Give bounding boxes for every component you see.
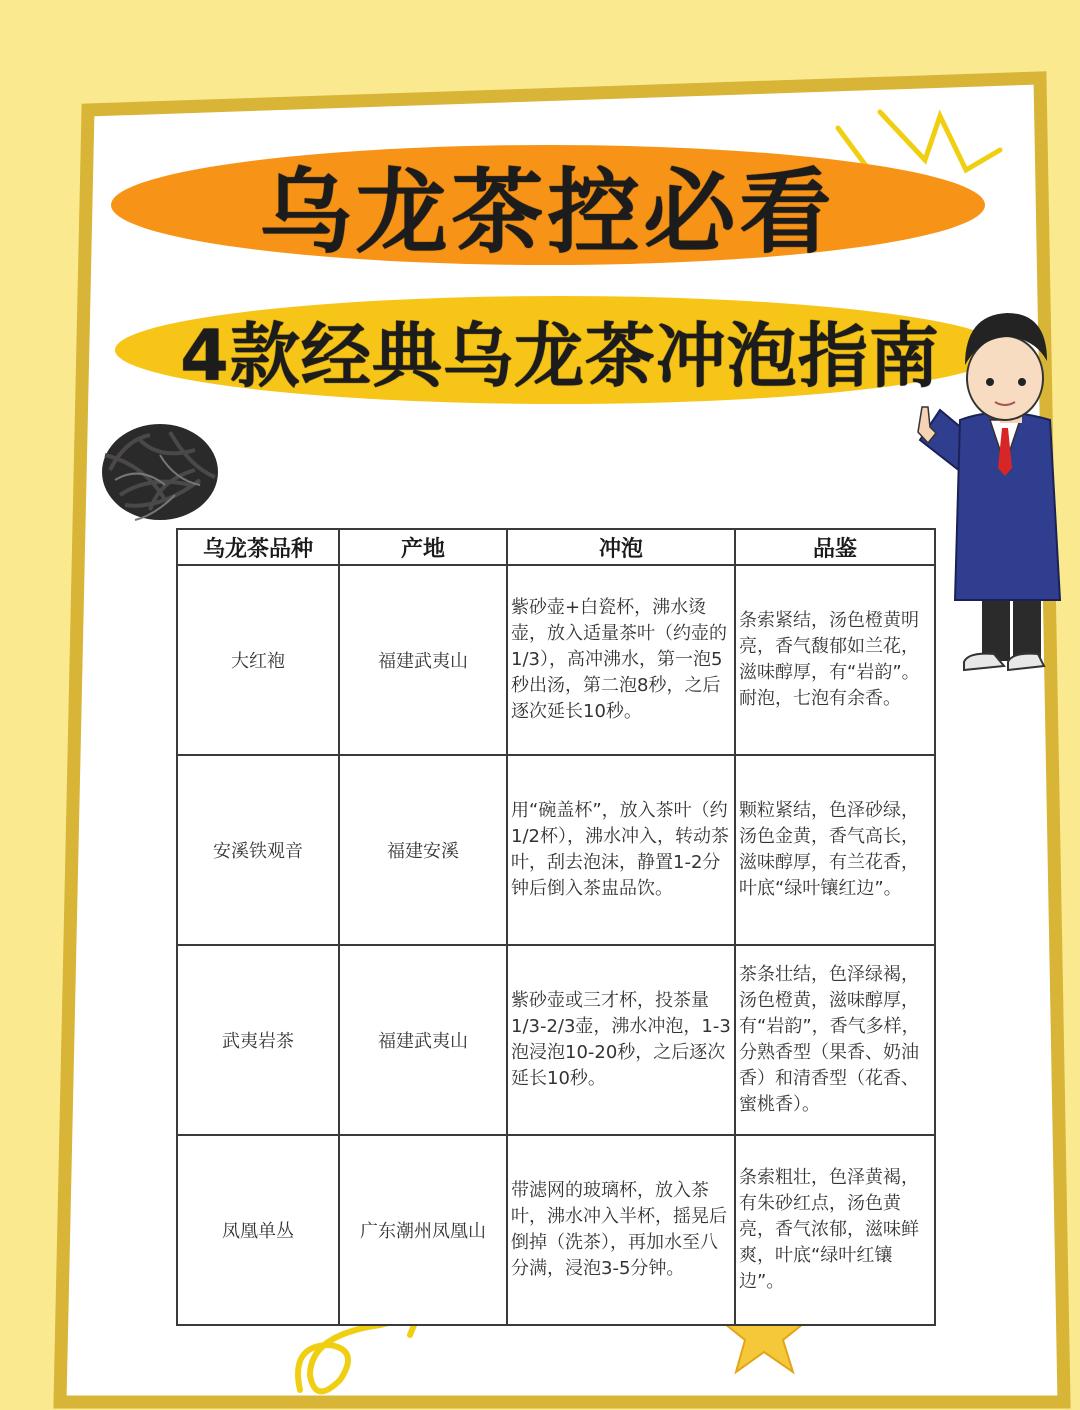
header-variety: 乌龙茶品种 (177, 529, 339, 565)
header-brewing: 冲泡 (507, 529, 735, 565)
brewing-cell: 紫砂壶+白瓷杯，沸水烫壶，放入适量茶叶（约壶的1/3），高冲沸水，第一泡5秒出汤，第二泡8秒，之后逐次延长10秒。 (507, 565, 735, 755)
tea-name-cell: 凤凰单丛 (177, 1135, 339, 1325)
brewing-cell: 带滤网的玻璃杯，放入茶叶，沸水冲入半杯，摇晃后倒掉（洗茶），再加水至八分满，浸泡3-5分钟。 (507, 1135, 735, 1325)
origin-cell: 广东潮州凤凰山 (339, 1135, 507, 1325)
table-row (177, 1135, 935, 1325)
table-row (177, 755, 935, 945)
header-origin: 产地 (339, 529, 507, 565)
page-subtitle: 4款经典乌龙茶冲泡指南 (180, 314, 940, 397)
tea-leaves-icon (102, 424, 218, 520)
tasting-cell: 条索粗壮，色泽黄褐，有朱砂红点，汤色黄亮，香气浓郁，滋味鲜爽，叶底“绿叶红镶边”。 (735, 1135, 935, 1325)
header-tasting: 品鉴 (735, 529, 935, 565)
tea-guide-table (176, 528, 936, 1326)
brewing-cell: 紫砂壶或三才杯，投茶量1/3-2/3壶，沸水冲泡，1-3泡浸泡10-20秒，之后逐次延长10秒。 (507, 945, 735, 1135)
table-row (177, 945, 935, 1135)
tasting-cell: 茶条壮结，色泽绿褐，汤色橙黄，滋味醇厚，有“岩韵”，香气多样，分熟香型（果香、奶油香）和清香型（花香、蜜桃香）。 (735, 945, 935, 1135)
tea-name-cell: 武夷岩茶 (177, 945, 339, 1135)
origin-cell: 福建安溪 (339, 755, 507, 945)
table-row (177, 565, 935, 755)
tasting-cell: 颗粒紧结，色泽砂绿，汤色金黄，香气高长，滋味醇厚，有兰花香，叶底“绿叶镶红边”。 (735, 755, 935, 945)
origin-cell: 福建武夷山 (339, 565, 507, 755)
tea-name-cell: 大红袍 (177, 565, 339, 755)
origin-cell: 福建武夷山 (339, 945, 507, 1135)
table-header-row (177, 529, 935, 565)
brewing-cell: 用“碗盖杯”，放入茶叶（约1/2杯），沸水冲入，转动茶叶，刮去泡沫，静置1-2分钟后倒入茶盅品饮。 (507, 755, 735, 945)
page-title: 乌龙茶控必看 (259, 159, 836, 266)
tea-name-cell: 安溪铁观音 (177, 755, 339, 945)
tasting-cell: 条索紧结，汤色橙黄明亮，香气馥郁如兰花，滋味醇厚，有“岩韵”。耐泡，七泡有余香。 (735, 565, 935, 755)
